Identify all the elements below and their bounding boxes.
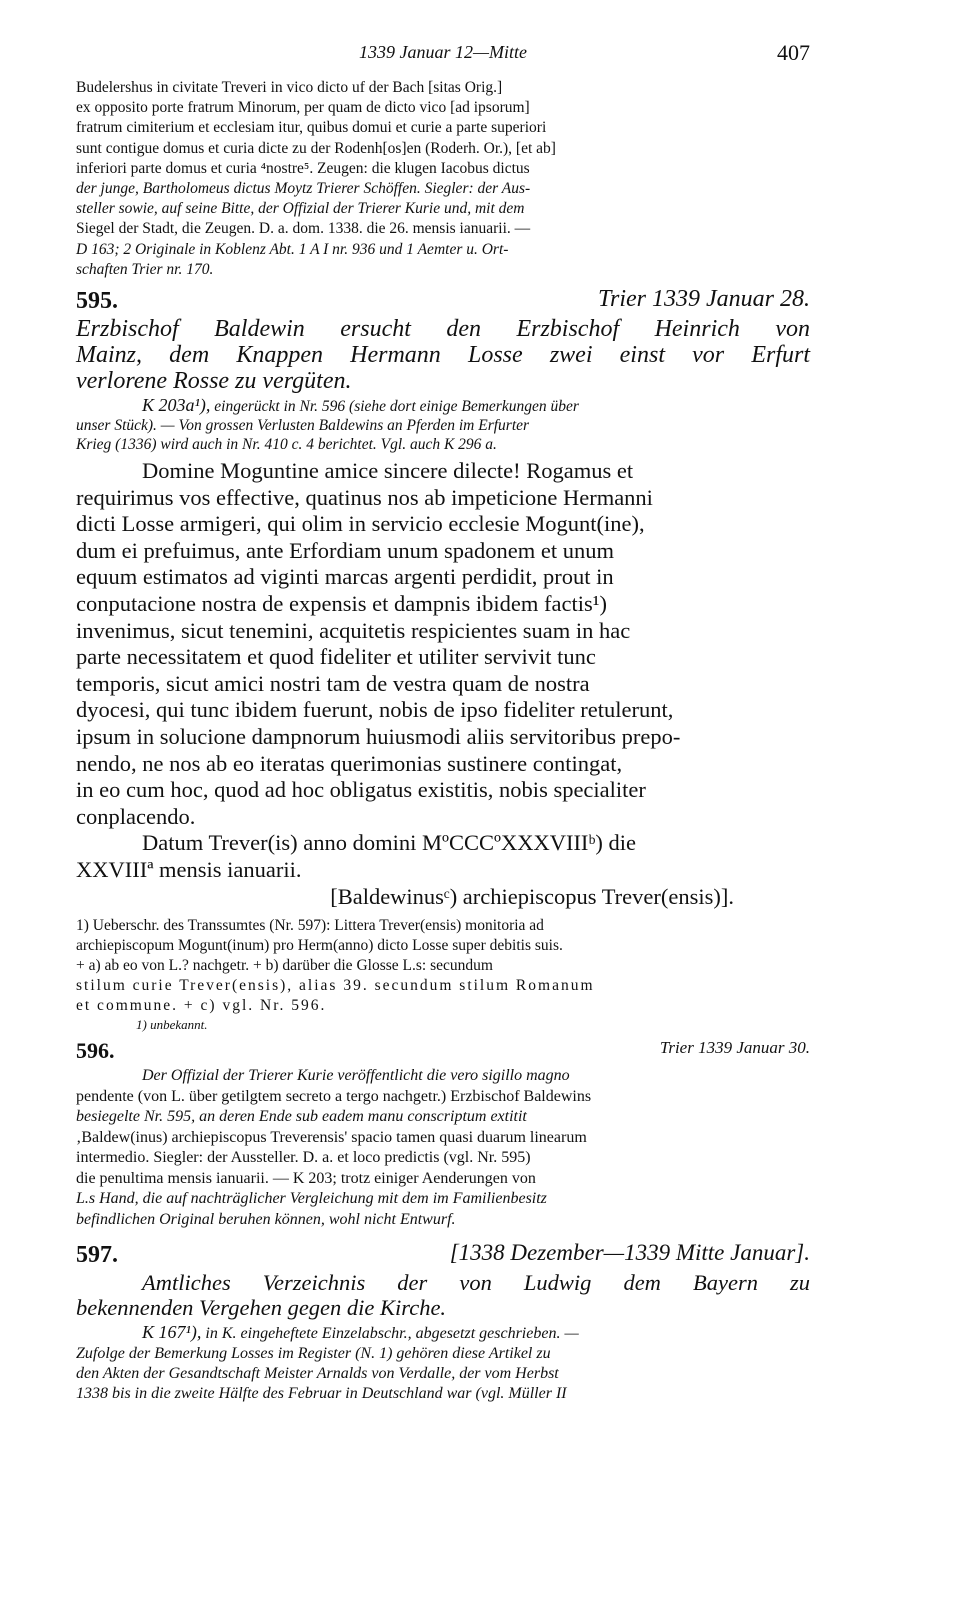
- footnote-line: stilum curie Trever(ensis), alias 39. secundum stilum Romanum: [76, 977, 595, 995]
- document-595-source-note: [76, 396, 810, 454]
- note-line: in K. eingeheftete Einzelabschr., abgesetzt geschrieben. —: [205, 1325, 579, 1343]
- text-line: D 163; 2 Originale in Koblenz Abt. 1 A I nr. 936 und 1 Aemter u. Ort-: [76, 240, 509, 258]
- text-line: Domine Moguntine amice sincere dilecte! Rogamus et: [142, 458, 634, 484]
- text-line: besiegelte Nr. 595, an deren Ende sub eadem manu conscriptum extitit: [76, 1108, 527, 1126]
- datum-line: Datum Trever(is) anno domini MºCCCºXXXVIIIᵇ) die: [142, 830, 637, 856]
- text-line: requirimus vos effective, quatinus nos ab impeticione Hermanni: [76, 484, 653, 510]
- text-line: invenimus, sicut tenemini, acquitetis respicientes suam in hac: [76, 617, 631, 643]
- text-line: pendente (von L. über getilgtem secreto a tergo nachgetr.) Erzbischof Baldewins: [76, 1087, 592, 1105]
- note-line: eingerückt in Nr. 596 (siehe dort einige Bemerkungen über: [214, 398, 579, 416]
- document-date: Trier 1339 Januar 28.: [597, 286, 810, 313]
- document-number: 596.: [76, 1038, 115, 1064]
- note-line: unser Stück). — Von grossen Verlusten Baldewins an Pferden im Erfurter: [76, 417, 530, 435]
- document-597-source-note: [76, 1322, 810, 1404]
- running-head-title: 1339 Januar 12—Mitte: [359, 42, 527, 62]
- document-date: Trier 1339 Januar 30.: [659, 1038, 810, 1058]
- text-line: temporis, sicut amici nostri tam de vestra quam de nostra: [76, 670, 590, 696]
- text-line: schaften Trier nr. 170.: [76, 260, 214, 278]
- previous-document-tail: [76, 78, 810, 280]
- page-number: 407: [777, 40, 810, 65]
- regest-line: Mainz, dem Knappen Hermann Losse zwei einst vor Erfurt: [76, 342, 810, 369]
- document-597-regest: [76, 1270, 810, 1320]
- datum-line: XXVIIIª mensis ianuarii.: [76, 856, 302, 882]
- text-line: dicti Losse armigeri, qui olim in servicio ecclesie Mogunt(ine),: [76, 511, 645, 537]
- text-line: sunt contigue domus et curia dicte zu der Rodenh[os]en (Roderh. Or.), [et ab]: [76, 139, 556, 157]
- footnote-line: 1) Ueberschr. des Transsumtes (Nr. 597): Littera Trever(ensis) monitoria ad: [76, 917, 544, 935]
- document-number: 597.: [76, 1242, 118, 1269]
- footnote-line: et commune. + c) vgl. Nr. 596.: [76, 997, 327, 1015]
- text-line: conputacione nostra de expensis et dampnis ibidem factis¹): [76, 591, 607, 616]
- footnote-line: archiepiscopum Mogunt(inum) pro Herm(anno) dicto Losse super debitis suis.: [76, 937, 563, 955]
- text-line: equum estimatos ad viginti marcas argenti perdidit, prout in: [76, 564, 614, 590]
- footnote-line: + a) ab eo von L.? nachgetr. + b) darüber die Glosse L.s: secundum: [76, 957, 493, 975]
- text-line: ex opposito porte fratrum Minorum, per quam de dicto vico [ad ipsorum]: [76, 99, 530, 117]
- text-line: fratrum cimiterium et ecclesiam itur, quibus domui et curie a parte superiori: [76, 119, 547, 137]
- regest-line: bekennenden Vergehen gegen die Kirche.: [76, 1295, 447, 1321]
- document-596-header: [76, 1038, 810, 1066]
- text-line: Der Offizial der Trierer Kurie veröffentlicht die vero sigillo magno: [142, 1067, 570, 1085]
- text-line: nendo, ne nos ab eo iteratas querimonias sustinere contingat,: [76, 750, 623, 776]
- text-line: in eo cum hoc, quod ad hoc obligatus existitis, nobis specialiter: [76, 777, 646, 803]
- text-line: befindlichen Original beruhen können, wohl nicht Entwurf.: [76, 1210, 456, 1228]
- source-siglum: K 167¹),: [142, 1322, 202, 1343]
- document-number: 595.: [76, 288, 118, 315]
- text-line: inferiori parte domus et curia ⁴nostre⁵. Zeugen: die klugen Iacobus dictus: [76, 159, 530, 177]
- text-line: conplacendo.: [76, 803, 196, 829]
- document-595-text: [76, 458, 810, 910]
- text-line: ipsum in solucione dampnorum huiusmodi aliis servitoribus prepo-: [76, 723, 681, 749]
- document-597-header: [76, 1240, 810, 1270]
- document-page: [76, 36, 810, 1408]
- document-596-text: [76, 1066, 810, 1230]
- note-line: Zufolge der Bemerkung Losses im Register (N. 1) gehören diese Artikel zu: [76, 1345, 551, 1363]
- text-line: L.s Hand, die auf nachträglicher Vergleichung mit dem im Familienbesitz: [76, 1190, 547, 1208]
- signature-line: [Baldewinusᶜ) archiepiscopus Trever(ensis)].: [330, 883, 734, 909]
- running-head: [76, 36, 810, 76]
- note-line: den Akten der Gesandtschaft Meister Arnalds von Verdalle, der vom Herbst: [76, 1365, 559, 1383]
- text-line: die penultima mensis ianuarii. — K 203; trotz einiger Aenderungen von: [76, 1169, 536, 1187]
- document-595-header: [76, 286, 810, 316]
- document-date: [1338 Dezember—1339 Mitte Januar].: [449, 1240, 810, 1266]
- source-siglum: K 203a¹),: [142, 395, 211, 416]
- footnote-sub: 1) unbekannt.: [136, 1017, 208, 1033]
- text-line: Budelershus in civitate Treveri in vico dicto uf der Bach [sitas Orig.]: [76, 79, 503, 96]
- note-line: Krieg (1336) wird auch in Nr. 410 c. 4 berichtet. Vgl. auch K 296 a.: [76, 436, 497, 454]
- text-line: steller sowie, auf seine Bitte, der Offizial der Trierer Kurie und, mit dem: [76, 200, 525, 218]
- document-595-regest: [76, 316, 810, 394]
- text-line: parte necessitatem et quod fideliter et utiliter servivit tunc: [76, 644, 596, 670]
- regest-line: verlorene Rosse zu vergüten.: [76, 368, 352, 395]
- text-line: dum ei prefuimus, ante Erfordiam unum spadonem et unum: [76, 537, 615, 563]
- text-line: dyocesi, qui tunc ibidem fuerunt, nobis de ipso fideliter retulerunt,: [76, 697, 674, 723]
- text-line: intermedio. Siegler: der Aussteller. D. a. et loco predictis (vgl. Nr. 595): [76, 1149, 531, 1167]
- document-595-footnotes: [76, 916, 810, 1034]
- note-line: 1338 bis in die zweite Hälfte des Februar in Deutschland war (vgl. Müller II: [76, 1385, 567, 1403]
- text-line: der junge, Bartholomeus dictus Moytz Trierer Schöffen. Siegler: der Aus-: [76, 180, 531, 198]
- regest-line: Erzbischof Baldewin ersucht den Erzbischof Heinrich von: [76, 316, 810, 343]
- regest-line: Amtliches Verzeichnis der von Ludwig dem Bayern zu: [142, 1270, 810, 1296]
- text-line: Siegel der Stadt, die Zeugen. D. a. dom. 1338. die 26. mensis ianuarii. —: [76, 220, 531, 238]
- text-line: ‚Baldew(inus) archiepiscopus Treverensis' spacio tamen quasi duarum linearum: [76, 1128, 587, 1146]
